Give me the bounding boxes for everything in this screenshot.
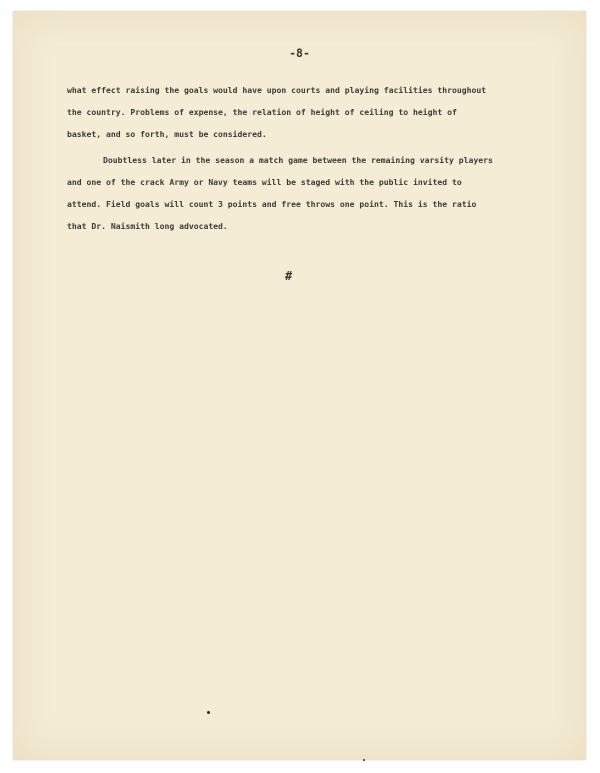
paper-speck [363, 759, 365, 761]
paragraph-1-line-1: what effect raising the goals would have upon courts and playing facilities throughout [67, 85, 487, 95]
paragraph-1-line-3: basket, and so forth, must be considered. [67, 129, 267, 139]
typed-page [13, 11, 586, 760]
paragraph-2-line-3: attend. Field goals will count 3 points and free throws one point. This is the ratio [67, 199, 477, 209]
paragraph-1-line-2: the country. Problems of expense, the relation of height of ceiling to height of [67, 107, 457, 117]
paper-speck [207, 711, 210, 714]
page-number: -8- [289, 46, 310, 60]
paragraph-2-line-2: and one of the crack Army or Navy teams will be staged with the public invited to [67, 177, 462, 187]
end-mark: # [285, 269, 293, 283]
paragraph-2-line-4: that Dr. Naismith long advocated. [67, 221, 228, 231]
paragraph-2-line-1: Doubtless later in the season a match game between the remaining varsity players [103, 155, 493, 165]
